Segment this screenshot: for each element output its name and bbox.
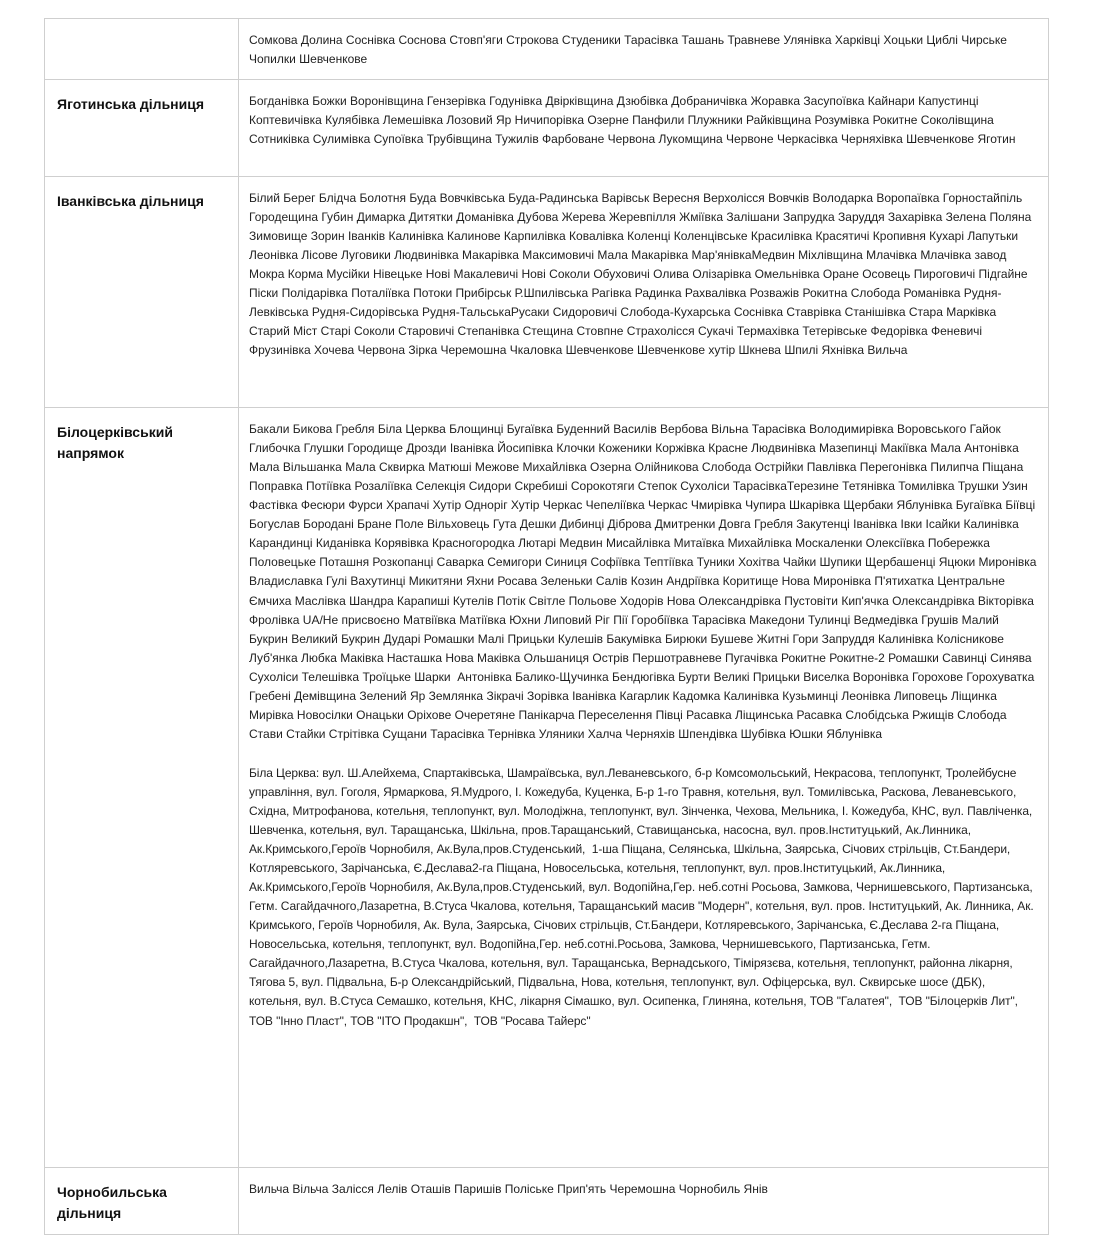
table-row xyxy=(45,177,1049,408)
area-name-cell: Чорнобильська дільниця xyxy=(45,1168,239,1235)
settlements-list: Бакали Бикова Гребля Біла Церква Блощинці Бугаївка Буденний Василів Вербова Вільна Тарасівка Володимирівка Воровського Гайок Глибочка Глушки Городище Дрозди Іванівка Йосипівка Клочки Коженики Коржівка Красне Людвинівка Мазепинці Макіївка Мала Антонівка Мала Вільшанка Мала Сквирка Матюші Межове Михайлівка Озерна Олійникова Слобода Острійки Павлівка Перегонівка Пилипча Піщана Поправка Потіївка Розаліївка Селекція Сидори Скребиші Сорокотяги Степок Сухоліси ТарасівкаТерезине Тетянівка Томилівка Трушки Узин Фастівка Фесюри Фурси Храпачі Хутір Одноріг Хутір Черкас Чепеліївка Черкас Чмирівка Чупира Шкарівка Щербаки Яблунівка Бугаївка Біївці Богуслав Бородані Бране Поле Вільховець Гута Дешки Дибинці Діброва Дмитренки Довга Гребля Закутенці Іванівка Івки Ісайки Калинівка Карандинці Киданівка Корявівка Красногородка Лютарі Медвин Мисайлівка Митаївка Михайлівка Москаленки Олексіївка Побережка Половецьке Поташня Розкопанці Саварка Семигори Синиця Софіївка Тептіївка Туники Хохітва Чайки Шупики Щербашенці Яцюки Миронівка Владиславка Гулі Вахутинці Микитяни Яхни Росава Зеленьки Салів Козин Андріївка Коритище Нова Миронівка П'ятихатка Центральне Ємчиха Маслівка Шандра Карапиші Кутелів Потік Світле Польове Ходорів Нова Олександрівка Пустовіти Кип'ячка Олександрівка Вікторівка Фролівка UA/Не присвоєно Матвіївка Матіївка Юхни Липовий Ріг Пії Горобіївка Тарасівка Македони Тулинці Ведмедівка Грушів Малий Букрин Великий Букрин Дударі Ромашки Малі Прицьки Кулешів Бакумівка Бирюки Бушеве Житні Гори Запруддя Калинівка Колісникове Луб'янка Любка Маківка Насташка Нова Маківка Ольшаниця Острів Першотравневе Пугачівка Рокитне Рокитне-2 Ромашки Савинці Синява Сухоліси Телешівка Троїцьке Шарки Антонівка Балико-Щучинка Бендюгівка Бурти Великі Прицьки Виселка Воронівка Горохове Горохуватка Гребені Демівщина Зелений Яр Землянка Зікрачі Зорівка Іванівка Кагарлик Кадомка Калинівка Кузьминці Леонівка Липовець Ліщинка Мирівка Новосілки Онацьки Оріхове Очеретяне Панікарча Переселення Півці Расавка Ліщинська Расавка Слобідська Ржищів Слобода Стави Стайки Стрітівка Сущани Тарасівка Тернівка Уляники Халча Черняхів Шпендівка Шубівка Юшки Яблунівка xyxy=(249,422,1040,741)
area-name-cell xyxy=(45,19,239,80)
area-name-cell: Яготинська дільниця xyxy=(45,80,239,177)
table-row xyxy=(45,1168,1049,1235)
outage-schedule-table xyxy=(44,18,1049,1235)
settlements-list: Сомкова Долина Соснівка Соснова Стовп'яги Строкова Студеники Тарасівка Ташань Травневе Улянівка Харківці Хоцьки Циблі Чирське Чопилки Шевченкове xyxy=(249,33,1011,67)
settlements-list: Вильча Вільча Залісся Лелів Оташів Паришів Поліське Прип'ять Черемошна Чорнобиль Янів xyxy=(249,1182,768,1197)
area-name-cell: Іванківська дільниця xyxy=(45,177,239,408)
table-row xyxy=(45,19,1049,80)
settlements-cell xyxy=(239,408,1049,1168)
table-row xyxy=(45,80,1049,177)
settlements-cell xyxy=(239,1168,1049,1235)
settlements-list: Богданівка Божки Воронівщина Гензерівка Годунівка Двірківщина Дзюбівка Добраничівка Жоравка Засупоївка Кайнари Капустинці Коптевичівка Кулябівка Лемешівка Лозовий Яр Ничипорівка Озерне Панфили Плужники Райківщина Розумівка Рокитне Соколівщина Сотниківка Сулимівка Супоївка Трубівщина Тужилів Фарбоване Червона Лукомщина Червоне Черкасівка Черняхівка Шевченкове Яготин xyxy=(249,94,1016,147)
settlements-cell xyxy=(239,177,1049,408)
table-row xyxy=(45,408,1049,1168)
city-streets-list: Біла Церква: вул. Ш.Алейхема, Спартаківська, Шамраївська, вул.Леваневського, б-р Комсомольський, Некрасова, теплопункт, Тролейбусне управління, вул. Гоголя, Ярмаркова, Я.Мудрого, І. Кожедуба, Куценка, Б-р 1-го Травня, котельня, вул. Томилівська, Раскова, Леваневського, Східна, Митрофанова, котельня, теплопункт, вул. Молодіжна, теплопункт, вул. Зінченка, Чехова, Мельника, І. Кожедуба, КНС, вул. Павліченка, Шевченка, котельня, вул. Таращанська, Шкільна, пров.Таращанський, Ставищанська, насосна, вул. пров.Інституцький, Ак.Линника, Ак.Кримського,Героїв Чорнобиля, Ак.Вула,пров.Студенський, 1-ша Піщана, Селянська, Шкільна, Заярська, Січових стрільців, Ст.Бандери, Котляревського, Зарічанська, Є.Деслава2-га Піщана, Новосельська, котельня, теплопункт, вул. пров.Інституцький, Ак.Линника, Ак.Кримського,Героїв Чорнобиля, Ак.Вула,пров.Студенський, вул. Водопійна,Гер. неб.сотні Росьова, Замкова, Чернишевського, Партизанська, Гетм. Сагайдачного,Лазаретна, В.Стуса Чкалова, котельня, Таращанський масив "Модерн", котельня, вул. пров. Інституцький, Ак. Линника, Ак. Кримського, Героїв Чорнобиля, Ак. Вула, Заярська, Січових стрільців, Ст.Бандери, Котляревського, Зарічанська, Є.Деслава 2-га Піщана, Новосельська, котельня, теплопункт, вул. Водопійна,Гер. неб.сотні.Росьова, Замкова, Чернишевського, Партизанська, Гетм. Сагайдачного,Лазаретна, В.Стуса Чкалова, котельня, вул. Таращанська, Вернадського, Тімірязєва, котельня, теплопункт, районна лікарня, Тягова 5, вул. Підвальна, Б-р Олександрійський, Підвальна, Нова, котельня, теплопункт, вул. Офіцерська, вул. Сквирське шосе (ДБК), котельня, вул. В.Стуса Семашко, котельня, КНС, лікарня Сімашко, вул. Осипенка, Глиняна, котельня, ТОВ "Галатея", ТОВ "Білоцерків Лит", ТОВ "Інно Пласт", ТОВ "ІТО Продакшн", ТОВ "Росава Тайерс" xyxy=(249,765,1037,1028)
area-name-cell: Білоцерківський напрямок xyxy=(45,408,239,1168)
settlements-list: Білий Берег Блідча Болотня Буда Вовчківська Буда-Радинська Варівськ Вересня Верхолісся Вовчків Володарка Воропаївка Горностайпіль Городещина Губин Димарка Дитятки Доманівка Дубова Жерева Жеревпілля Жміївка Залішани Запрудка Заруддя Захарівка Зелена Поляна Зимовище Зорин Іванків Калинівка Калинове Карпилівка Ковалівка Коленці Коленцівське Красилівка Красятичі Кропивня Кухарі Лапутьки Леонівка Лісове Луговики Людвинівка Макарівка Максимовичі Мала Макарівка Мар'янівкаМедвин Міхлівщина Млачівка Млачівка завод Мокра Корма Мусійки Нівецьке Нові Макалевичі Нові Соколи Обуховичі Олива Олізарівка Омельнівка Оране Осовець Пироговичі Підгайне Піски Полідарівка Поталіївка Потоки Прибірськ Р.Шпилівська Рагівка Радинка Рахвалівка Розважів Рокитна Слобода Романівка Рудня-Левківська Рудня-Сидорівська Рудня-ТальськаРусаки Сидоровичі Слобода-Кухарська Соснівка Ставрівка Станішівка Стара Марківка Старий Міст Старі Соколи Старовичі Степанівка Стещина Стовпне Страхолісся Сукачі Термахівка Тетерівське Федорівка Феневичі Фрузинівка Хочева Червона Зірка Черемошна Чкаловка Шевченкове Шевченкове хутір Шкнева Шпилі Яхнівка Вильча xyxy=(249,191,1035,358)
settlements-cell xyxy=(239,19,1049,80)
settlements-cell xyxy=(239,80,1049,177)
